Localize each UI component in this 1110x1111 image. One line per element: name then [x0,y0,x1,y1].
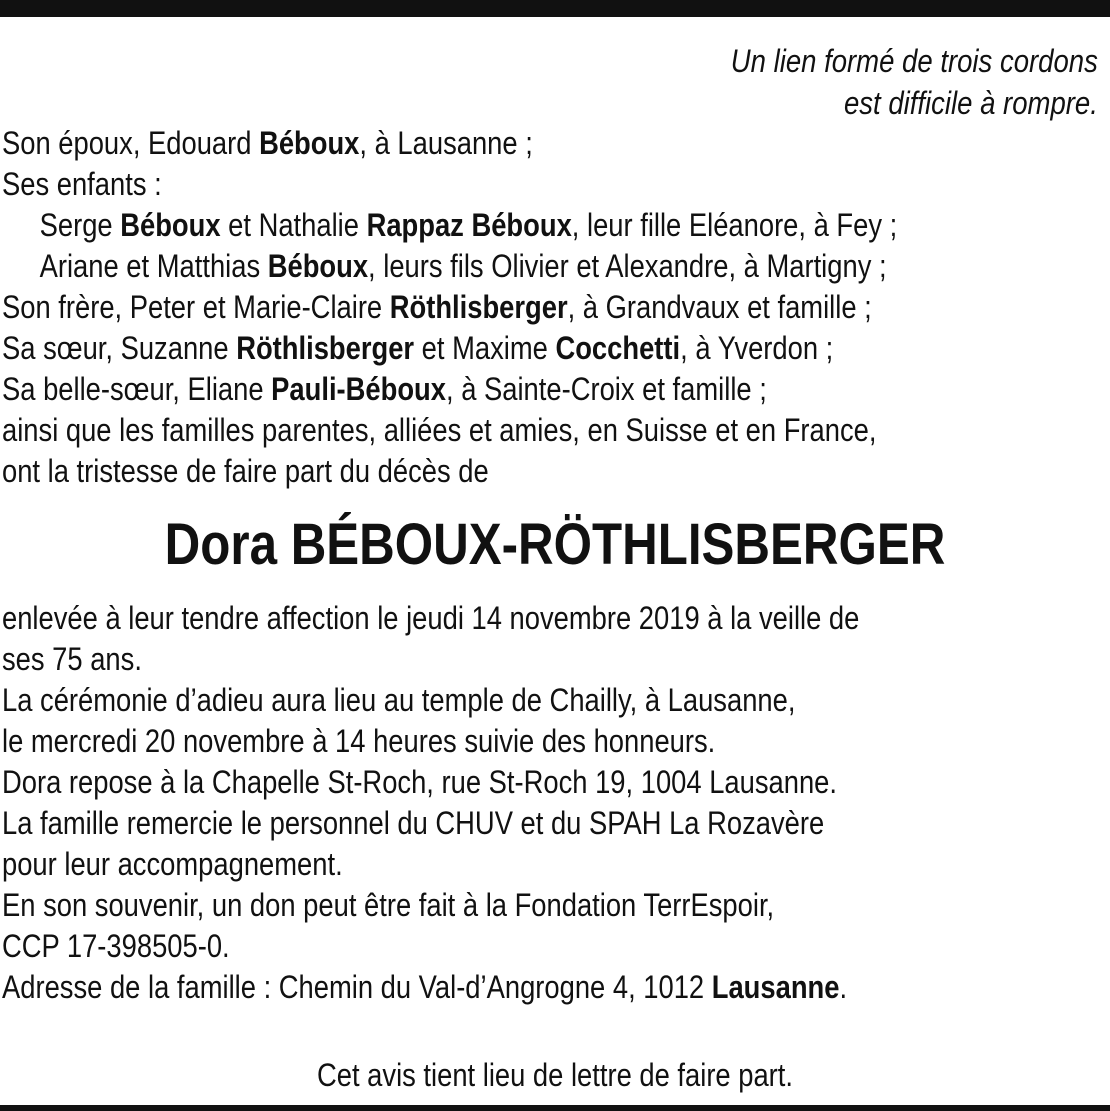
family-line-child-2 [2,246,897,287]
text: et Maxime [414,330,556,366]
family-line-sister [2,328,897,369]
family-line-children-heading [2,164,897,205]
city: Lausanne [711,969,840,1005]
text: , leur fille Eléanore, à Fey ; [571,207,898,243]
closing-note: Cet avis tient lieu de lettre de faire part. [316,1057,793,1093]
text: Son frère, Peter et Marie-Claire [2,289,390,325]
family-line-announcement [2,451,897,492]
text: , à Lausanne ; [359,125,533,161]
text: Ariane et Matthias [39,248,268,284]
details-line-age: ses 75 ans. [2,641,142,677]
text: . [839,969,848,1005]
text: Son époux, Edouard [2,125,260,161]
details-line-ccp: CCP 17-398505-0. [2,928,230,964]
family-line-sister-in-law [2,369,897,410]
family-line-child-1 [2,205,897,246]
family-list [2,123,897,492]
surname: Röthlisberger [389,289,568,325]
surname: Béboux [267,248,369,284]
text: Sa sœur, Suzanne [2,330,237,366]
details-line-donation: En son souvenir, un don peut être fait à la Fondation TerrEspoir, [2,887,775,923]
surname: Béboux [120,207,221,243]
top-rule [0,0,1110,17]
text: , à Yverdon ; [680,330,834,366]
bottom-rule [0,1105,1110,1111]
text: Adresse de la famille : Chemin du Val-d’Angrogne 4, 1012 [2,969,712,1005]
details-line-date: enlevée à leur tendre affection le jeudi 14 novembre 2019 à la veille de [2,600,860,636]
text: ainsi que les familles parentes, alliées et amies, en Suisse et en France, [2,412,877,448]
epigraph-line-1: Un lien formé de trois cordons [730,43,1098,79]
details-line-ceremony-time: le mercredi 20 novembre à 14 heures suivie des honneurs. [2,723,716,759]
text: , à Grandvaux et famille ; [567,289,872,325]
family-line-relatives [2,410,897,451]
family-line-brother [2,287,897,328]
surname: Cocchetti [555,330,681,366]
surname: Pauli-Béboux [271,371,446,407]
text: Serge [39,207,121,243]
text: Sa belle-sœur, Eliane [2,371,272,407]
notice-details [2,598,859,1008]
text: , leurs fils Olivier et Alexandre, à Martigny ; [368,248,887,284]
epigraph-line-2: est difficile à rompre. [844,85,1098,121]
text: , à Sainte-Croix et famille ; [445,371,767,407]
text: Ses enfants : [2,166,162,202]
details-line-ceremony: La cérémonie d’adieu aura lieu au temple de Chailly, à Lausanne, [2,682,796,718]
text: et Nathalie [220,207,367,243]
surname: Röthlisberger [236,330,415,366]
text: ont la tristesse de faire part du décès de [2,453,489,489]
surname: Béboux [259,125,360,161]
epigraph [731,40,1098,124]
details-line-address [2,967,859,1008]
family-line-spouse [2,123,897,164]
details-line-chapel: Dora repose à la Chapelle St-Roch, rue St-Roch 19, 1004 Lausanne. [2,764,837,800]
deceased-name: Dora BÉBOUX-RÖTHLISBERGER [164,512,946,577]
details-line-thanks: La famille remercie le personnel du CHUV et du SPAH La Rozavère [2,805,825,841]
details-line-thanks-cont: pour leur accompagnement. [2,846,343,882]
surname: Rappaz Béboux [366,207,572,243]
